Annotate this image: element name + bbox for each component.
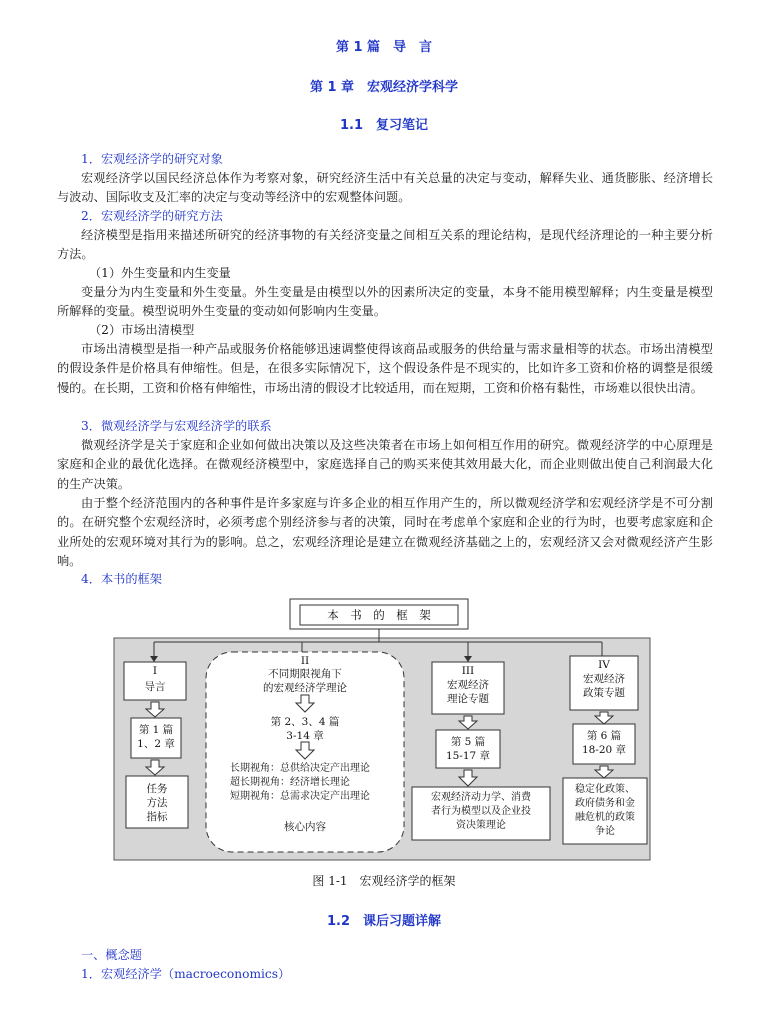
- col1-title: 导言: [144, 681, 166, 693]
- s2-sub1-body: 变量分为内生变量和外生变量。外生变量是由模型以外的因素所决定的变量，本身不能用模型解释；内生变量是模型所解释的变量。模型说明外生变量的变动如何影响内生变量。: [57, 285, 713, 319]
- col4-detail: 稳定化政策、 政府债务和金 融危机的政策 争论: [575, 784, 635, 837]
- col2-title: 不同期限视角下 的宏观经济学理论: [263, 668, 347, 694]
- col4-roman: IV: [598, 659, 610, 671]
- s3-body-2: 由于整个经济范围内的各种事件是许多家庭与许多企业的相互作用产生的，所以微观经济学和宏观经济学是不可分割的。在研究整个宏观经济时，必须考虑个别经济参与者的决策，同时在考虑单个家庭和企业的行为时，也要考虑家庭和企业所处的宏观环境对其行为的影响。总之，宏观经济理论是建立在微观经济基础之上的，宏观经济又会对微观经济产生影响。: [57, 496, 713, 569]
- col3-detail: 宏观经济动力学、消费 者行为模型以及企业投 资决策理论: [431, 792, 531, 831]
- col2-line-short-run: 短期视角：总需求决定产出理论: [230, 791, 370, 802]
- col1-detail: 任务 方法 指标: [146, 783, 168, 823]
- col3-title: 宏观经济 理论专题: [447, 679, 489, 705]
- framework-figure: [112, 590, 652, 862]
- s2-body: 经济模型是指用来描述所研究的经济事物的有关经济变量之间相互关系的理论结构，是现代经济理论的一种主要分析方法。: [57, 228, 713, 262]
- q-section-heading: 一、概念题: [81, 948, 142, 962]
- col1-chapters: 第 1 篇 1、2 章: [137, 724, 175, 750]
- figure-top-title: 本 书 的 框 架: [327, 608, 431, 622]
- s2-sub2-heading: （2）市场出清模型: [89, 323, 195, 337]
- part-title: 第 1 篇 导 言: [335, 40, 433, 55]
- s4-heading: 4．本书的框架: [81, 572, 162, 586]
- col1-roman: I: [152, 665, 158, 677]
- q1-heading: 1．宏观经济学（macroeconomics）: [81, 967, 291, 981]
- section-title-1-2: 1.2 课后习题详解: [326, 914, 442, 929]
- col2-chapters: 第 2、3、4 篇 3-14 章: [270, 716, 340, 742]
- s1-body: 宏观经济学以国民经济总体作为考察对象，研究经济生活中有关总量的决定与变动，解释失业、通货膨胀、经济增长与波动、国际收支及汇率的决定与变动等经济中的宏观整体问题。: [57, 171, 713, 205]
- col2-line-long-run: 长期视角：总供给决定产出理论: [230, 763, 370, 774]
- col2-roman: II: [300, 655, 310, 667]
- col4-chapters: 第 6 篇 18-20 章: [581, 730, 627, 756]
- figure-caption: 图 1-1 宏观经济学的框架: [312, 874, 456, 888]
- s2-sub2-body: 市场出清模型是指一种产品或服务价格能够迅速调整使得该商品或服务的供给量与需求量相等的状态。市场出清模型的假设条件是价格具有伸缩性。但是，在很多实际情况下，这个假设条件是不现实的，比如许多工资和价格的调整是很缓慢的。在长期，工资和价格有伸缩性，市场出清的假设才比较适用，而在短期，工资和价格有黏性，市场难以很快出清。: [57, 342, 713, 395]
- section-title-1-1: 1.1 复习笔记: [339, 118, 429, 133]
- col2-core: 核心内容: [284, 821, 326, 833]
- s3-heading: 3．微观经济学与宏观经济学的联系: [81, 419, 272, 433]
- col4-title: 宏观经济 政策专题: [583, 673, 625, 699]
- s1-heading: 1．宏观经济学的研究对象: [81, 152, 223, 166]
- s2-heading: 2．宏观经济学的研究方法: [81, 209, 223, 223]
- col3-chapters: 第 5 篇 15-17 章: [445, 736, 491, 762]
- chapter-title: 第 1 章 宏观经济学科学: [309, 80, 459, 95]
- s2-sub1-heading: （1）外生变量和内生变量: [89, 266, 231, 280]
- col2-line-very-long-run: 超长期视角：经济增长理论: [230, 777, 350, 788]
- col3-roman: III: [461, 665, 475, 677]
- s3-body-1: 微观经济学是关于家庭和企业如何做出决策以及这些决策者在市场上如何相互作用的研究。微观经济学的中心原理是家庭和企业的最优化选择。在微观经济模型中，家庭选择自己的购买来使其效用最大化，而企业则做出使自己利润最大化的生产决策。: [57, 438, 713, 491]
